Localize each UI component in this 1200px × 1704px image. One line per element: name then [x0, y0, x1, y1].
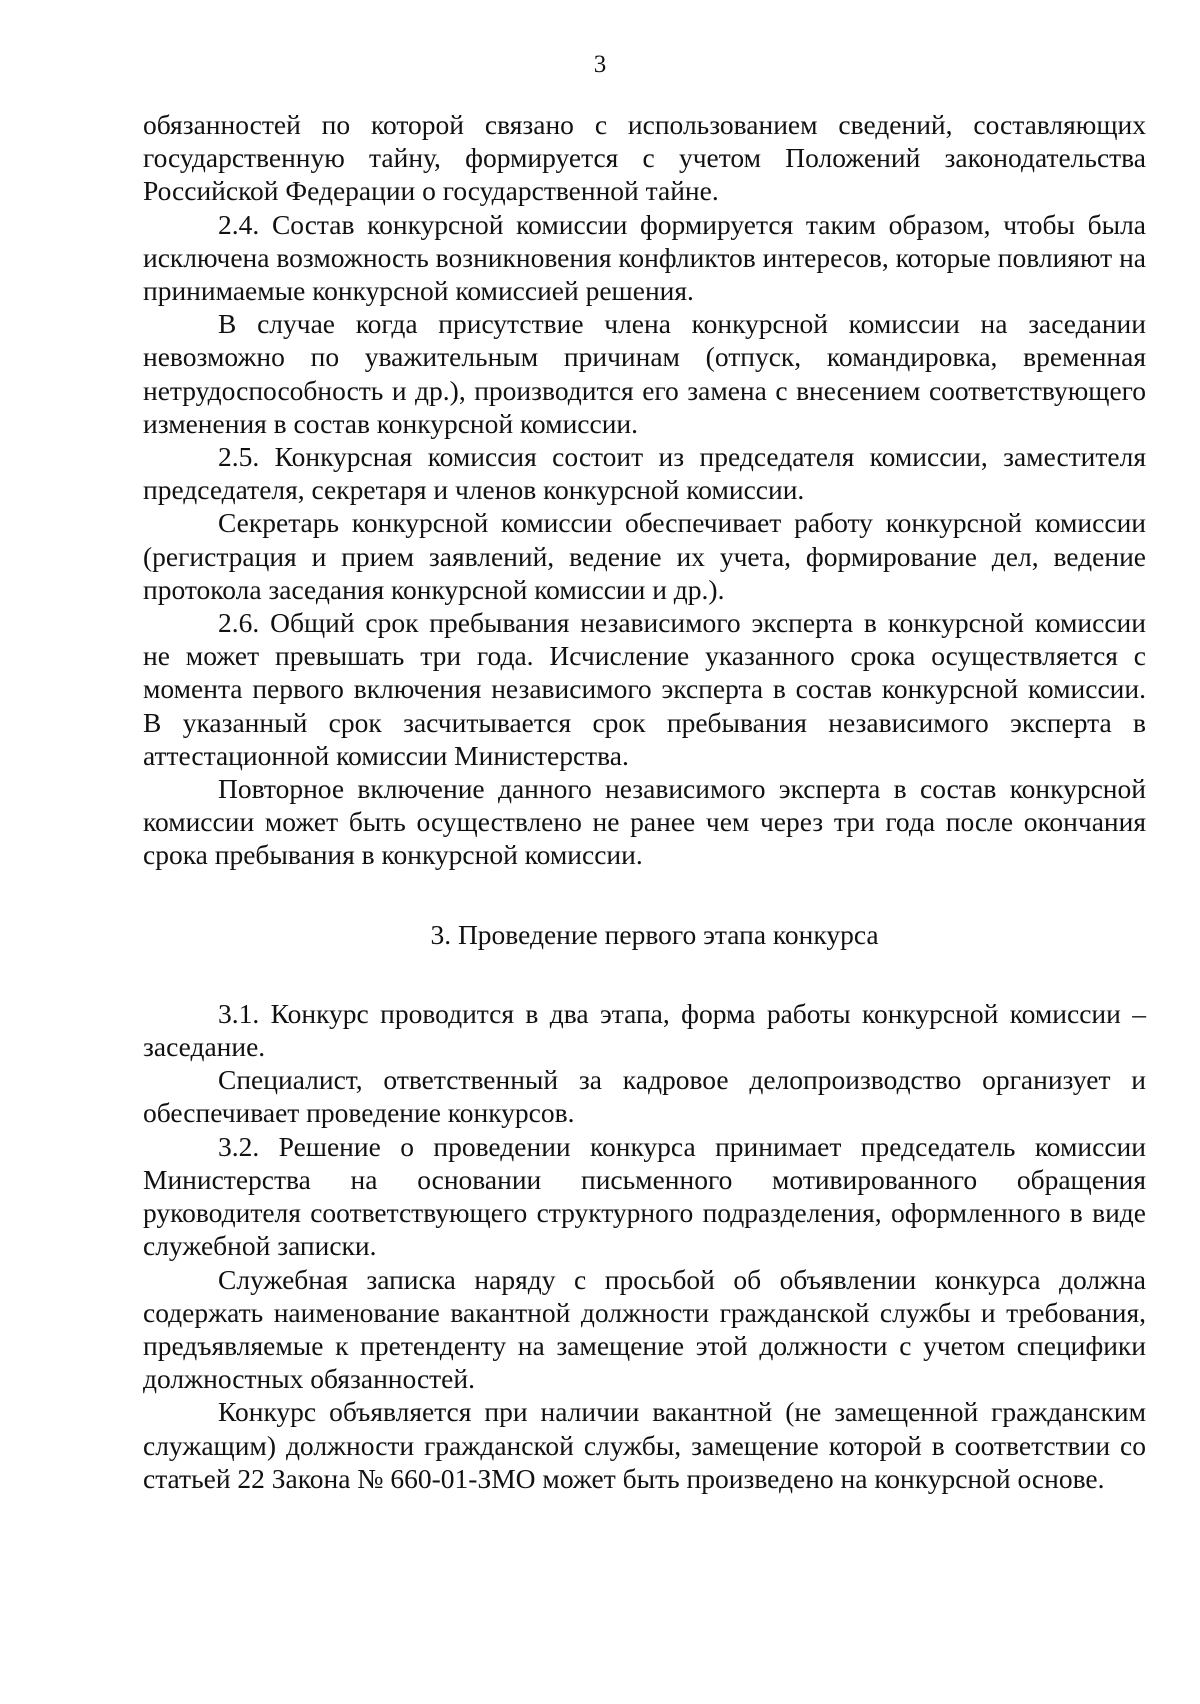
- paragraph-2-5: 2.5. Конкурсная комиссия состоит из председателя комиссии, заместителя председателя, секретаря и членов конкурсной комиссии.: [143, 441, 1146, 506]
- paragraph-secretary: Секретарь конкурсной комиссии обеспечивает работу конкурсной комиссии (регистрация и прием заявлений, ведение их учета, формирование дел, ведение протокола заседания конкурсной комиссии и др.).: [143, 507, 1146, 605]
- paragraph-3-2: 3.2. Решение о проведении конкурса принимает председатель комиссии Министерства на основании письменного мотивированного обращения руководителя соответствующего структурного подразделения, оформленного в виде служебной записки.: [143, 1130, 1146, 1262]
- paragraph-member-replacement: В случае когда присутствие члена конкурсной комиссии на заседании невозможно по уважительным причинам (отпуск, командировка, временная нетрудоспособность и др.), производится его замена с внесением соответствующего изменения в состав конкурсной комиссии.: [143, 308, 1146, 439]
- document-body: [143, 108, 1146, 1495]
- paragraph-specialist: Специалист, ответственный за кадровое делопроизводство организует и обеспечивает проведение конкурсов.: [143, 1064, 1146, 1129]
- section-heading: 3. Проведение первого этапа конкурса: [430, 918, 879, 950]
- paragraph-3-1: 3.1. Конкурс проводится в два этапа, форма работы конкурсной комиссии – заседание.: [143, 997, 1146, 1063]
- paragraph-continuation: обязанностей по которой связано с использованием сведений, составляющих государственную тайну, формируется с учетом Положений законодательства Российской Федерации о государственной тайне.: [143, 109, 1146, 207]
- paragraph-memo: Служебная записка наряду с просьбой об объявлении конкурса должна содержать наименование вакантной должности гражданской службы и требования, предъявляемые к претенденту на замещение этой должности с учетом специфики должностных обязанностей.: [143, 1263, 1146, 1395]
- page-number: 3: [593, 51, 607, 78]
- paragraph-2-4: 2.4. Состав конкурсной комиссии формируется таким образом, чтобы была исключена возможность возникновения конфликтов интересов, которые повлияют на принимаемые конкурсной комиссией решения.: [143, 208, 1146, 307]
- paragraph-reinclusion: Повторное включение данного независимого эксперта в состав конкурсной комиссии может быть осуществлено не ранее чем через три года после окончания срока пребывания в конкурсной комиссии.: [143, 773, 1146, 871]
- paragraph-announcement: Конкурс объявляется при наличии вакантной (не замещенной гражданским служащим) должности гражданской службы, замещение которой в соответствии со статьей 22 Закона № 660-01-ЗМО может быть произведено на конкурсной основе.: [143, 1396, 1146, 1494]
- paragraph-2-6: 2.6. Общий срок пребывания независимого эксперта в конкурсной комиссии не может превышать три года. Исчисление указанного срока осуществляется с момента первого включения независимого эксперта в состав конкурсной комиссии. В указанный срок засчитывается срок пребывания независимого эксперта в аттестационной комиссии Министерства.: [143, 607, 1146, 771]
